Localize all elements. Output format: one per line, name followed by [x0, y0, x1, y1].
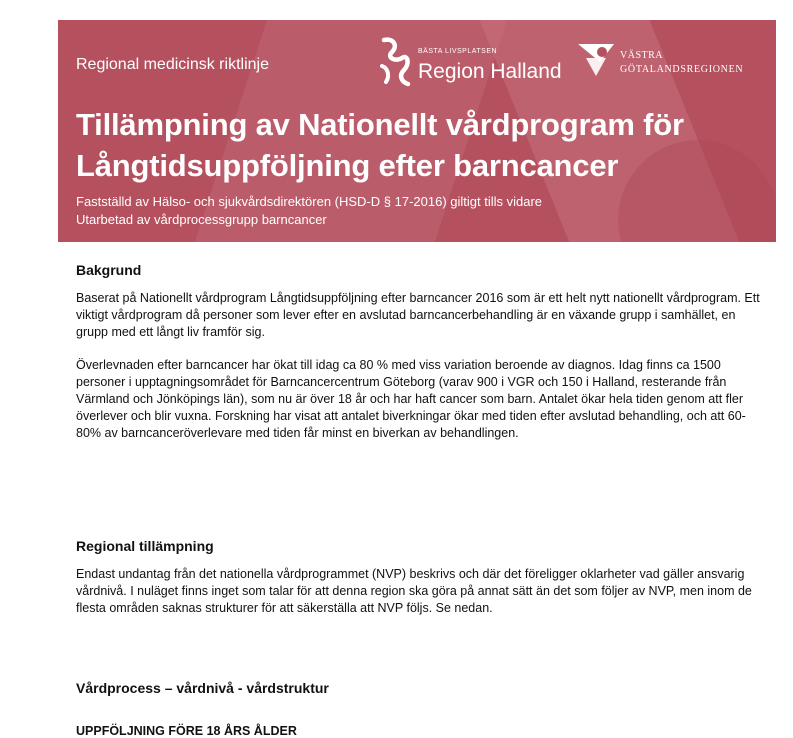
vgr-name-line1: VÄSTRA	[620, 50, 664, 61]
section-heading-regional: Regional tillämpning	[76, 538, 214, 554]
paragraph-regional: Endast undantag från det nationella vårdprogrammet (NVP) beskrivs och där det föreligger oklarheter vad gäller ansvarig vårdnivå. I nuläget finns inget som talar för att denna region ska göra på annat sätt än det som följer av NVP, men inom de flesta områden saknas strukturer för att säkerställa att NVP följs. Se nedan.	[76, 567, 752, 615]
vgr-logo	[576, 38, 776, 78]
subsection-heading-uppfoljning: UPPFÖLJNING FÖRE 18 ÅRS ÅLDER	[76, 724, 297, 738]
subtitle-approval: Fastställd av Hälso- och sjukvårdsdirektören (HSD-D § 17-2016) giltigt tills vidare	[76, 194, 543, 209]
header-banner	[58, 20, 776, 242]
region-halland-tagline: BÄSTA LIVSPLATSEN	[418, 48, 498, 55]
paragraph-bakgrund-1: Baserat på Nationellt vårdprogram Långtidsuppföljning efter barncancer 2016 som är ett helt nytt nationellt vårdprogram. Ett viktigt vårdprogram då personer som lever efter en avslutad barncancerbehandling är en växande grupp i samhället, en grupp med ett långt liv framför sig.	[76, 291, 760, 339]
page-title-line2: Långtidsuppföljning efter barncancer	[76, 148, 619, 183]
vgr-name-line2: GÖTALANDSREGIONEN	[620, 64, 744, 75]
document-type-label: Regional medicinsk riktlinje	[76, 56, 269, 73]
page-title-line1: Tillämpning av Nationellt vårdprogram för	[76, 107, 684, 142]
subtitle-author: Utarbetad av vårdprocessgrupp barncancer	[76, 212, 327, 227]
region-halland-logo	[376, 34, 566, 90]
section-heading-bakgrund: Bakgrund	[76, 262, 142, 278]
section-heading-vardprocess: Vårdprocess – vårdnivå - vårdstruktur	[76, 680, 329, 696]
paragraph-bakgrund-2: Överlevnaden efter barncancer har ökat till idag ca 80 % med viss variation beroende av diagnos. Idag finns ca 1500 personer i upptagningsområdet för Barncancercentrum Göteborg (varav 900 i VGR och 150 i Halland, resterande från Värmland och Jönköpings län), som nu är över 18 år och har haft cancer som barn. Antalet ökar hela tiden genom att fler överlever och blir vuxna. Forskning har visat att antalet biverkningar ökar med tiden efter avslutad behandling, och att 60-80% av barncanceröverlevare med tiden får minst en biverkan av behandlingen.	[76, 358, 746, 440]
region-halland-name: Region Halland	[418, 60, 562, 83]
page-title	[76, 104, 756, 186]
region-halland-emblem-icon	[376, 36, 416, 88]
vgr-emblem-icon	[576, 40, 616, 80]
